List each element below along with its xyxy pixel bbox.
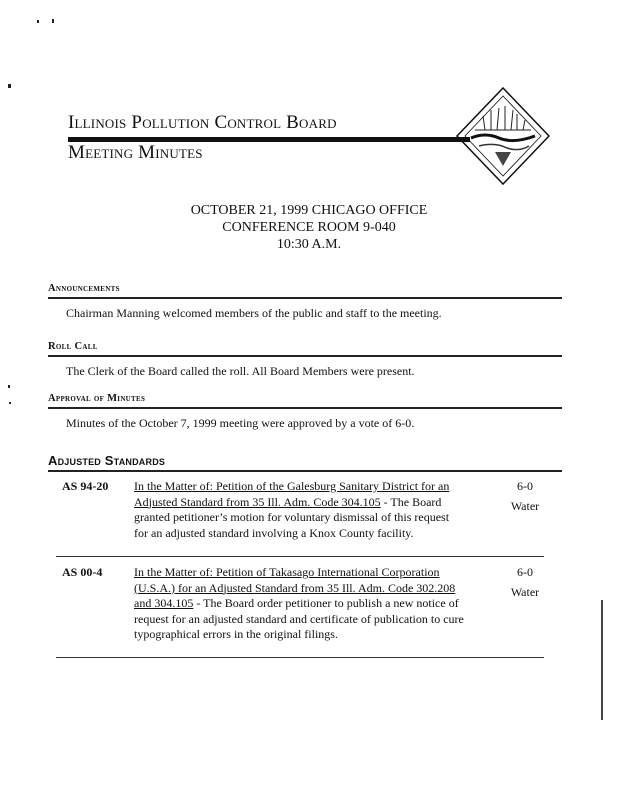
case-divider: [56, 657, 544, 658]
scan-speck: [9, 402, 11, 404]
roll-call-text: The Clerk of the Board called the roll. All Board Members were present.: [66, 364, 415, 378]
case-id: AS 94-20: [62, 479, 109, 493]
meeting-room: CONFERENCE ROOM 9-040: [222, 220, 396, 235]
case-id: AS 00-4: [62, 565, 103, 579]
meeting-date-location: OCTOBER 21, 1999 CHICAGO OFFICE: [190, 203, 428, 218]
scan-speck: [601, 600, 603, 720]
case-title: In the Matter of: Petition of Takasago International Corporation (U.S.A.) for an Adjusted Standard from 35 Ill. Adm. Code 302.208 and 304.105: [134, 565, 456, 610]
adjusted-standards-heading: Adjusted Standards: [48, 453, 166, 468]
case-body: - The Board order petitioner to publish a new notice of request for an adjusted standard and certificate of publication to cure typographical errors in the original filings.: [134, 596, 464, 641]
scan-speck: [37, 20, 39, 23]
ipcb-diamond-logo-icon: [455, 86, 551, 186]
case-body: - The Board granted petitioner’s motion for voluntary dismissal of this request for an adjusted standard involving a Knox County facility.: [134, 494, 450, 540]
document-type: Meeting Minutes: [68, 142, 203, 163]
scan-speck: [8, 84, 11, 88]
section-rule: [48, 297, 562, 299]
case-category: Water: [510, 585, 540, 599]
meeting-time: 10:30 A.M.: [276, 237, 342, 252]
case-description: [134, 565, 464, 643]
section-rule: [48, 355, 562, 357]
section-rule: [48, 470, 562, 472]
announcements-text: Chairman Manning welcomed members of the public and staff to the meeting.: [66, 306, 442, 320]
approval-text: Minutes of the October 7, 1999 meeting were approved by a vote of 6-0.: [66, 416, 415, 430]
case-title: In the Matter of: Petition of the Galesburg Sanitary District for an Adjusted Standard from 35 Ill. Adm. Code 304.105: [134, 479, 450, 509]
scan-speck: [52, 19, 54, 23]
roll-call-heading: Roll Call: [48, 341, 98, 352]
announcements-heading: Announcements: [48, 283, 120, 294]
section-rule: [48, 407, 562, 409]
case-divider: [56, 556, 544, 557]
case-category: Water: [510, 499, 540, 513]
case-vote: 6-0: [517, 479, 533, 493]
case-description: [134, 479, 464, 541]
approval-heading: Approval of Minutes: [48, 393, 146, 404]
case-vote: 6-0: [517, 565, 533, 579]
org-name: Illinois Pollution Control Board: [68, 112, 337, 133]
scan-speck: [8, 385, 10, 388]
